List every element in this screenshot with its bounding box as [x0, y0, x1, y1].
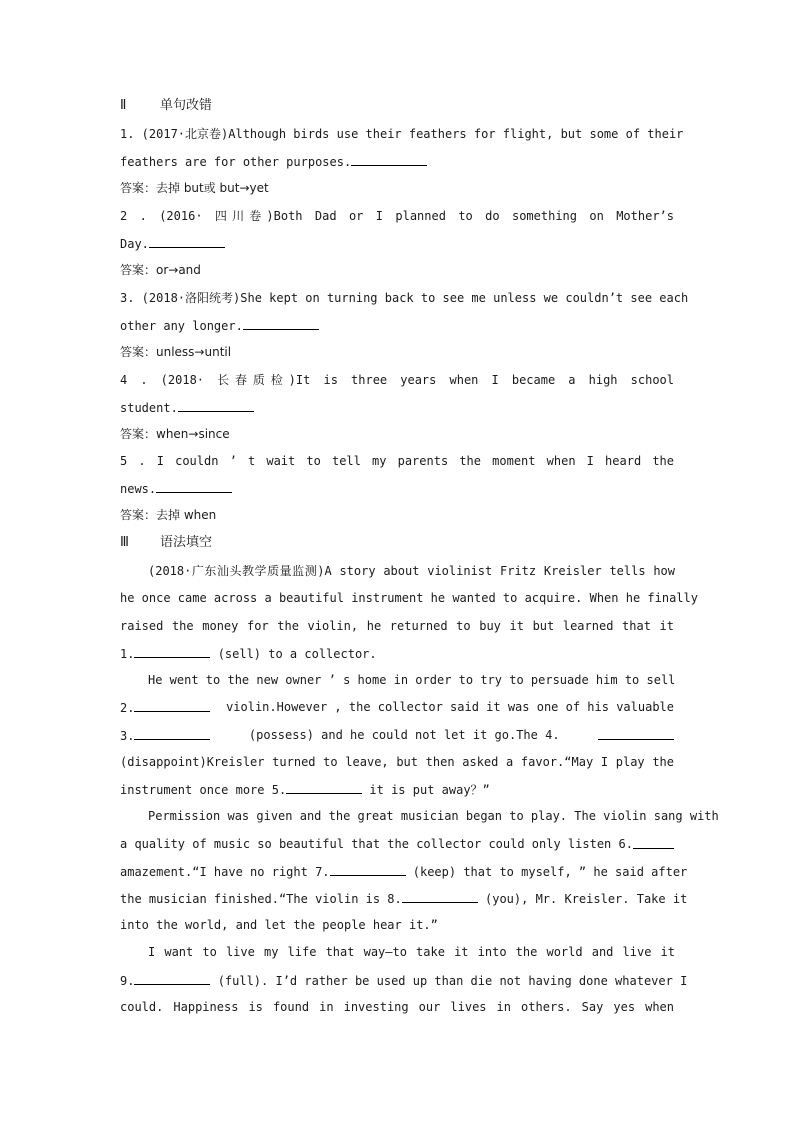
passage-line: amazement.“I have no right 7. (keep) that to myself, ” he said after	[120, 865, 688, 879]
question-3-line-2: other any longer.	[120, 317, 674, 334]
passage-line: (2018·广东汕头教学质量监测)A story about violinist Fritz Kreisler tells how	[148, 564, 675, 578]
answer-blank	[134, 699, 210, 712]
question-4-line-1: 4 . (2018· 长春质检)It is three years when I became a high school	[120, 373, 674, 387]
answer-blank	[633, 836, 674, 849]
answer-4: 答案：when→since	[120, 427, 230, 441]
answer-5: 答案：去掉 when	[120, 508, 217, 522]
answer-blank	[598, 727, 674, 740]
answer-blank	[402, 890, 478, 903]
answer-blank	[286, 781, 362, 794]
passage-line: He went to the new owner ’ s home in order to try to persuade him to sell	[148, 673, 676, 687]
passage-line: 9. (full). I’d rather be used up than die not having done whatever I	[120, 974, 688, 988]
passage-line: I want to live my life that way—to take it into the world and live it	[148, 945, 675, 959]
question-1-line-2: feathers are for other purposes.	[120, 153, 674, 170]
answer-blank	[351, 153, 427, 166]
question-2-line-1: 2 . (2016· 四川卷)Both Dad or I planned to do something on Mother’s	[120, 209, 674, 223]
passage-line: (disappoint)Kreisler turned to leave, but then asked a favor.“May I play the	[120, 755, 674, 769]
section-heading-2	[120, 98, 674, 114]
passage-line: raised the money for the violin, he returned to buy it but learned that it	[120, 619, 674, 633]
question-4-line-2: student.	[120, 399, 674, 416]
section-title: 语法填空	[160, 535, 213, 550]
passage-line: instrument once more 5. it is put away？”	[120, 783, 490, 797]
passage-line: the musician finished.“The violin is 8. (you), Mr. Kreisler. Take it	[120, 892, 688, 906]
question-2-line-2: Day.	[120, 235, 674, 252]
section-heading-3	[120, 535, 674, 551]
answer-blank	[243, 317, 319, 330]
section-title: 单句改错	[160, 98, 213, 113]
answer-blank	[149, 235, 225, 248]
question-5-line-2: news.	[120, 480, 674, 497]
section-numeral: Ⅲ	[120, 535, 129, 550]
question-5-line-1: 5 . I couldn ’ t wait to tell my parents the moment when I heard the	[120, 454, 674, 468]
answer-blank	[134, 972, 210, 985]
passage-line: 1. (sell) to a collector.	[120, 647, 377, 661]
answer-3: 答案：unless→until	[120, 345, 232, 359]
question-1-line-1: 1. (2017·北京卷)Although birds use their feathers for flight, but some of their	[120, 127, 684, 141]
passage-line: could. Happiness is found in investing our lives in others. Say yes when	[120, 1000, 674, 1014]
answer-2: 答案：or→and	[120, 263, 201, 277]
passage-line: 2. violin.However , the collector said it was one of his valuable	[120, 700, 674, 715]
answer-blank	[134, 727, 210, 740]
passage-line: Permission was given and the great musician began to play. The violin sang with	[148, 809, 719, 823]
passage-line: he once came across a beautiful instrument he wanted to acquire. When he finally	[120, 591, 698, 605]
answer-blank	[330, 863, 406, 876]
passage-line: 3. (possess) and he could not let it go.The 4.	[120, 727, 674, 744]
passage-line: into the world, and let the people hear it.”	[120, 918, 438, 932]
question-3-line-1: 3. (2018·洛阳统考)She kept on turning back to see me unless we couldn’t see each	[120, 291, 689, 305]
answer-blank	[134, 645, 210, 658]
passage-line: a quality of music so beautiful that the collector could only listen 6.	[120, 836, 674, 852]
section-numeral: Ⅱ	[120, 98, 127, 113]
answer-1: 答案：去掉 but或 but→yet	[120, 181, 269, 195]
answer-blank	[178, 399, 254, 412]
answer-blank	[156, 480, 232, 493]
